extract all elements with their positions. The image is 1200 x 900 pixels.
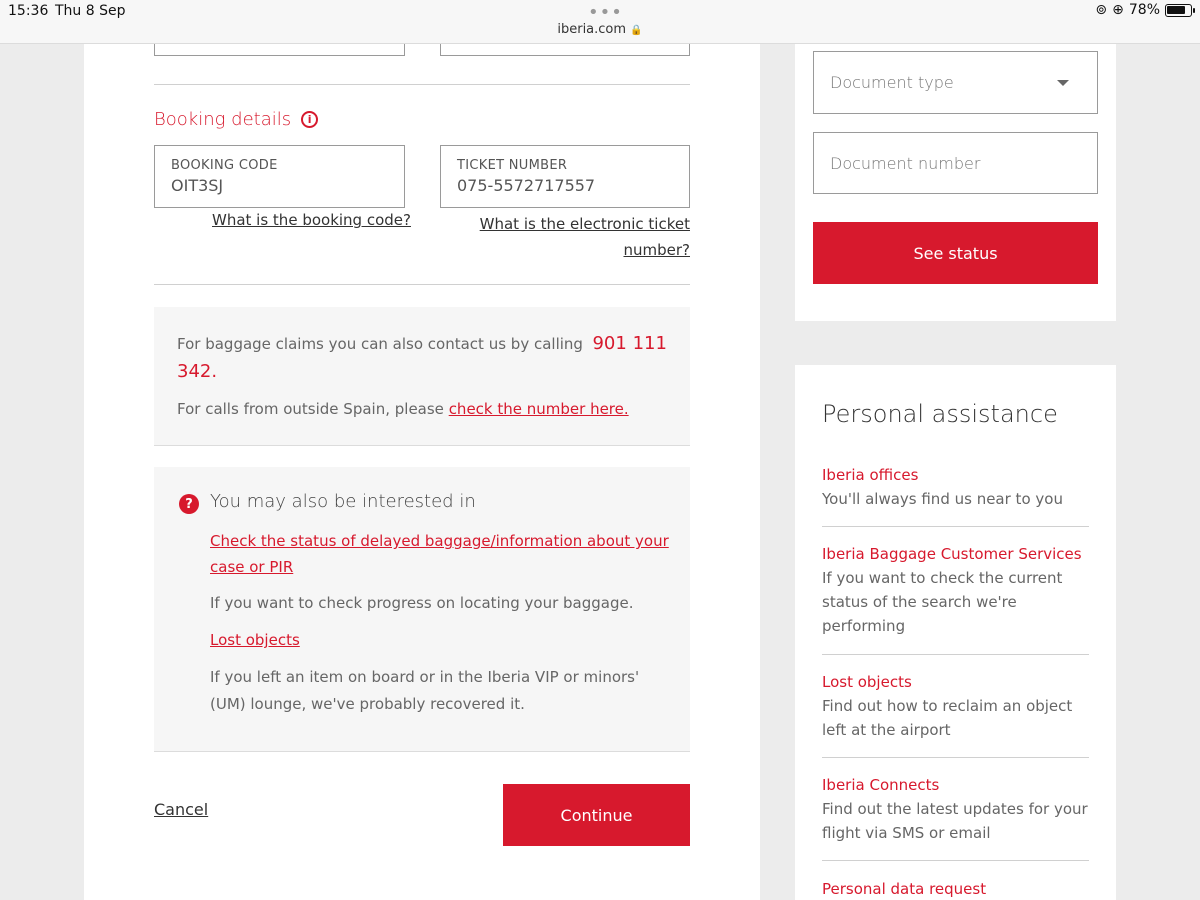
url-text: iberia.com [557, 22, 627, 37]
personal-assistance-title: Personal assistance [822, 400, 1058, 428]
previous-field-left[interactable] [154, 44, 405, 56]
divider [154, 284, 690, 285]
status-bar [0, 0, 1200, 44]
status-time: 15:36 [8, 3, 49, 19]
battery-icon [1165, 4, 1192, 17]
see-status-button[interactable]: See status [813, 222, 1098, 284]
ticket-number-value[interactable]: 075-5572717557 [457, 176, 596, 195]
question-icon: ? [179, 494, 199, 514]
divider [154, 84, 690, 85]
check-number-link[interactable]: check the number here. [448, 400, 629, 418]
divider [822, 860, 1089, 861]
document-type-select[interactable] [813, 51, 1098, 114]
assistance-item-offices[interactable]: Iberia offices You'll always find us near to you [822, 466, 1063, 508]
orientation-lock-icon: ⊕ [1112, 2, 1124, 18]
phone-number[interactable]: 901 111 [592, 333, 667, 354]
delayed-baggage-link[interactable]: Check the status of delayed baggage/information about your case or PIR [210, 532, 669, 576]
delayed-baggage-desc: If you want to check progress on locating your baggage. [210, 594, 634, 612]
assistance-item-iberia-connects[interactable]: Iberia Connects Find out the latest updates for your flight via SMS or email [822, 776, 1088, 842]
booking-code-label: BOOKING CODE [171, 158, 278, 173]
document-number-input[interactable] [813, 132, 1098, 194]
chevron-down-icon [1057, 80, 1069, 86]
booking-code-help-link[interactable]: What is the booking code? [212, 211, 411, 229]
ticket-number-field[interactable] [440, 145, 690, 208]
phone-number-continued[interactable]: 342 [177, 361, 212, 382]
screen-lock-icon: ⊚ [1095, 2, 1108, 18]
status-icons [1095, 2, 1192, 18]
lost-objects-desc: If you left an item on board or in the Iberia VIP or minors' (UM) lounge, we've probably recovered it. [210, 668, 640, 713]
more-dots-icon[interactable]: ••• [588, 2, 623, 23]
ticket-number-label: TICKET NUMBER [457, 158, 568, 173]
previous-field-right[interactable] [440, 44, 690, 56]
lock-icon: 🔒 [630, 25, 643, 36]
assistance-item-lost-objects[interactable]: Lost objects Find out how to reclaim an object left at the airport [822, 673, 1073, 739]
booking-details-title: Booking details i [154, 109, 318, 130]
divider [822, 654, 1089, 655]
booking-code-field[interactable] [154, 145, 405, 208]
interest-title: You may also be interested in [210, 491, 476, 512]
assistance-item-personal-data[interactable]: Personal data request [822, 880, 987, 898]
outside-spain-text: For calls from outside Spain, please check the number here. [177, 400, 629, 418]
cancel-link[interactable]: Cancel [154, 800, 209, 819]
battery-percent: 78% [1128, 2, 1160, 18]
divider [822, 757, 1089, 758]
document-type-placeholder: Document type [830, 73, 954, 92]
lost-objects-link[interactable]: Lost objects [210, 631, 300, 649]
address-bar[interactable] [0, 22, 1200, 37]
booking-code-value[interactable]: OIT3SJ [171, 176, 224, 195]
info-icon[interactable]: i [301, 111, 318, 128]
assistance-item-baggage-services[interactable]: Iberia Baggage Customer Services If you want to check the current status of the search we're performing [822, 545, 1082, 635]
continue-button[interactable]: Continue [503, 784, 690, 846]
ticket-help-link[interactable]: What is the electronic ticket number? [479, 215, 690, 259]
divider [822, 526, 1089, 527]
status-date: Thu 8 Sep [55, 3, 126, 19]
document-number-placeholder: Document number [830, 154, 981, 173]
claims-text: For baggage claims you can also contact us by calling 901 111 342. [177, 333, 667, 382]
